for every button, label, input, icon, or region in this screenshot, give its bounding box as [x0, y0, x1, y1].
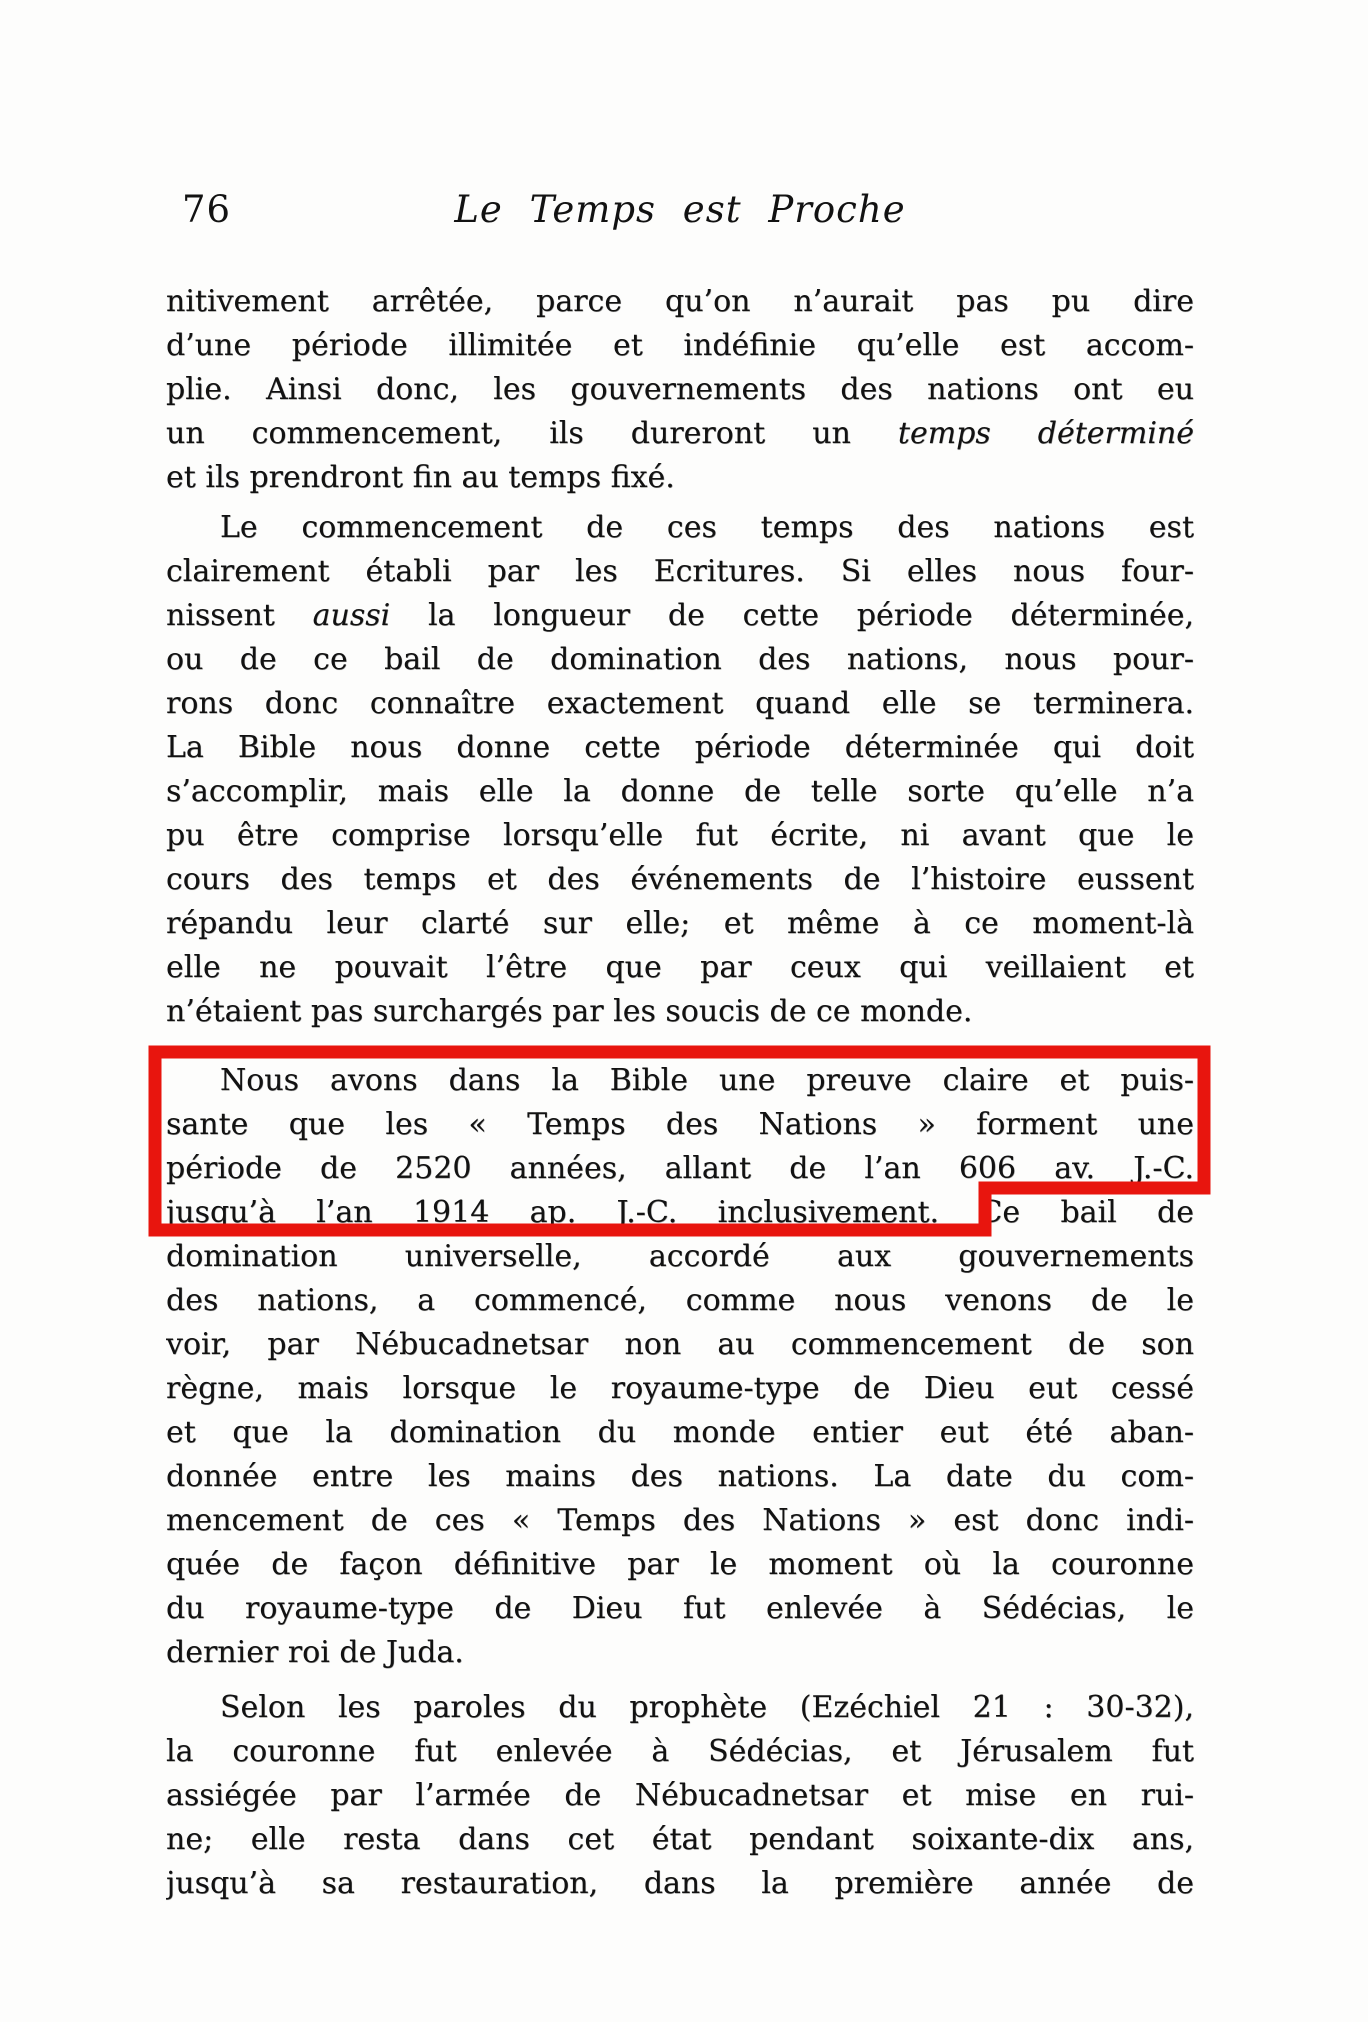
text-segment: et que la domination du monde entier eut été aban- [166, 1415, 1194, 1450]
text-segment: nissent [166, 598, 313, 633]
text-line [166, 1587, 1194, 1631]
text-segment: période de 2520 années, allant de l’an 606 av. J.-C. [166, 1151, 1194, 1186]
text-line [166, 682, 1194, 726]
text-line [166, 638, 1194, 682]
text-segment: s’accomplir, mais elle la donne de telle sorte qu’elle n’a [166, 774, 1194, 809]
text-segment: la longueur de cette période déterminée, [390, 598, 1194, 633]
text-line [166, 946, 1194, 990]
text-line [166, 1279, 1194, 1323]
text-line [166, 550, 1194, 594]
text-line [166, 1103, 1194, 1147]
text-segment: sante que les « Temps des Nations » forment une [166, 1107, 1194, 1142]
text-line [166, 1862, 1194, 1906]
text-segment: quée de façon définitive par le moment où la couronne [166, 1547, 1194, 1582]
text-segment: pu être comprise lorsqu’elle fut écrite, ni avant que le [166, 818, 1194, 853]
paragraph-1 [166, 280, 1194, 500]
page-number: 76 [182, 188, 232, 231]
text-segment: La Bible nous donne cette période déterminée qui doit [166, 730, 1194, 765]
text-segment: domination universelle, accordé aux gouvernements [166, 1239, 1194, 1274]
text-line [166, 1631, 1194, 1675]
text-line [166, 858, 1194, 902]
text-segment: répandu leur clarté sur elle; et même à ce moment-là [166, 906, 1194, 941]
text-line [166, 456, 1194, 500]
running-title: Le Temps est Proche [454, 188, 906, 231]
text-line [166, 1323, 1194, 1367]
text-segment: Nous avons dans la Bible une preuve claire et puis- [220, 1063, 1194, 1098]
text-segment: un commencement, ils dureront un [166, 416, 898, 451]
text-line [166, 324, 1194, 368]
text-line [166, 1059, 1194, 1103]
text-line [166, 1686, 1194, 1730]
text-line [166, 1730, 1194, 1774]
text-line [166, 770, 1194, 814]
text-line [166, 1235, 1194, 1279]
text-segment: règne, mais lorsque le royaume-type de Dieu eut cessé [166, 1371, 1194, 1406]
text-segment: dernier roi de Juda. [166, 1635, 464, 1670]
text-segment: nitivement arrêtée, parce qu’on n’aurait pas pu dire [166, 284, 1194, 319]
text-line [166, 1818, 1194, 1862]
text-segment: plie. Ainsi donc, les gouvernements des nations ont eu [166, 372, 1194, 407]
text-line [166, 1367, 1194, 1411]
text-segment: aussi [312, 598, 391, 633]
text-segment: ne; elle resta dans cet état pendant soixante-dix ans, [166, 1822, 1194, 1857]
text-line [166, 506, 1194, 550]
text-line [166, 990, 1194, 1034]
text-segment: du royaume-type de Dieu fut enlevée à Sédécias, le [166, 1591, 1194, 1626]
text-segment: Le commencement de ces temps des nations est [220, 510, 1194, 545]
text-segment: ou de ce bail de domination des nations, nous pour- [166, 642, 1194, 677]
text-segment: temps déterminé [897, 416, 1194, 451]
text-segment: elle ne pouvait l’être que par ceux qui veillaient et [166, 950, 1194, 985]
text-line [166, 280, 1194, 324]
text-line [166, 1411, 1194, 1455]
text-segment: mencement de ces « Temps des Nations » est donc indi- [166, 1503, 1194, 1538]
text-segment: jusqu’à sa restauration, dans la première année de [166, 1866, 1194, 1901]
text-line [166, 1455, 1194, 1499]
text-segment: des nations, a commencé, comme nous venons de le [166, 1283, 1194, 1318]
text-segment: rons donc connaître exactement quand elle se terminera. [166, 686, 1194, 721]
text-segment: donnée entre les mains des nations. La date du com- [166, 1459, 1194, 1494]
text-segment: clairement établi par les Ecritures. Si elles nous four- [166, 554, 1194, 589]
text-line [166, 412, 1194, 456]
text-segment: cours des temps et des événements de l’histoire eussent [166, 862, 1194, 897]
text-segment: voir, par Nébucadnetsar non au commencement de son [166, 1327, 1194, 1362]
text-segment: assiégée par l’armée de Nébucadnetsar et mise en rui- [166, 1778, 1194, 1813]
text-segment: la couronne fut enlevée à Sédécias, et Jérusalem fut [166, 1734, 1194, 1769]
text-segment: et ils prendront fin au temps fixé. [166, 460, 675, 495]
text-line [166, 1499, 1194, 1543]
text-segment: n’étaient pas surchargés par les soucis de ce monde. [166, 994, 973, 1029]
text-line [166, 368, 1194, 412]
paragraph-2 [166, 506, 1194, 1034]
text-segment: jusqu’à l’an 1914 ap. J.-C. inclusivement. Ce bail de [166, 1195, 1194, 1230]
text-line [166, 1543, 1194, 1587]
paragraph-4 [166, 1686, 1194, 1906]
text-line [166, 1147, 1194, 1191]
text-line [166, 814, 1194, 858]
paragraph-3 [166, 1059, 1194, 1675]
text-line [166, 1191, 1194, 1235]
text-line [166, 726, 1194, 770]
text-line [166, 902, 1194, 946]
text-segment: d’une période illimitée et indéfinie qu’elle est accom- [166, 328, 1194, 363]
text-line [166, 594, 1194, 638]
text-segment: Selon les paroles du prophète (Ezéchiel 21 : 30-32), [220, 1690, 1194, 1725]
text-line [166, 1774, 1194, 1818]
